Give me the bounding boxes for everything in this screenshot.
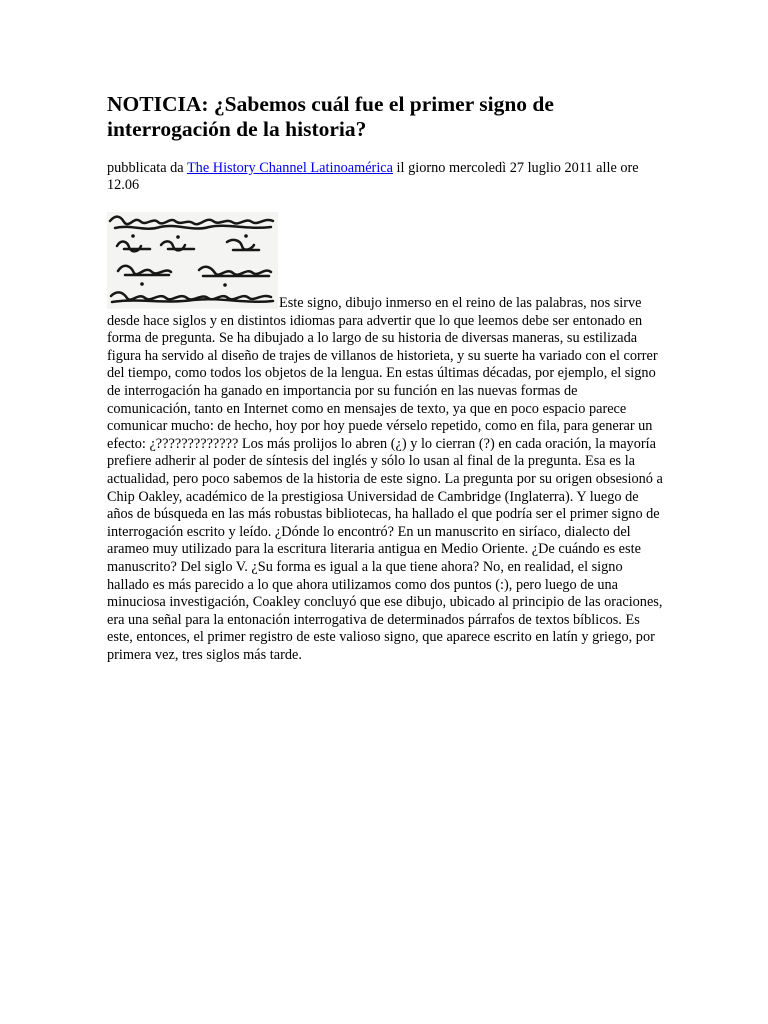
byline-date: il giorno mercoledì 27 luglio 2011 alle ore 12.06 [107,160,639,193]
source-link[interactable]: The History Channel Latinoamérica [186,160,393,176]
article-paragraph: Este signo, dibujo inmerso en el reino de las palabras, nos sirve desde hace siglos y en distintos idiomas para advertir que lo que leemos debe ser entonado en forma de pregunta. Se ha dibujado a lo largo de su historia de diversas maneras, su estilizada figura ha servido al diseño de trajes de villanos de historieta, y su suerte ha variado con el correr del tiempo, como todos los objetos de la lengua. En estas últimas décadas, por ejemplo, el signo de interrogación ha ganado en importancia por su función en las nuevas formas de comunicación, tanto en Internet como en mensajes de texto, ya que en poco espacio parece comunicar mucho: de hecho, hoy por hoy puede vérselo repetido, como en fila, para generar un efecto: ¿????????????? Los más prolijos lo abren (¿) y lo cierran (?) en cada oración, la mayoría prefiere adherir al poder de síntesis del inglés y sólo lo usan al final de la pregunta. Esa es la actualidad, pero poco sabemos de la historia de este signo. La pregunta por su origen obsesionó a Chip Oakley, académico de la prestigiosa Universidad de Cambridge (Inglaterra). Y luego de años de búsqueda en las más robustas bibliotecas, ha hallado el que podría ser el primer signo de interrogación escrito y leído. ¿Dónde lo encontró? En un manuscrito en siríaco, dialecto del arameo muy utilizado para la escritura literaria antigua en Medio Oriente. ¿De cuándo es este manuscrito? Del siglo V. ¿Su forma es igual a la que tiene ahora? No, en realidad, el signo hallado es más parecido a lo que ahora utilizamos como dos puntos (:), pero luego de una minuciosa investigación, Coakley concluyó que ese dibujo, ubicado al principio de las oraciones, era una señal para la entonación interrogativa de determinados párrafos de textos bíblicos. Es este, entonces, el primer registro de este valioso signo, que aparece escrito en latín y griego, por primera vez, tres siglos más tarde. [107,295,663,663]
article-byline [107,160,663,194]
byline-prefix: pubblicata da [107,160,187,176]
syriac-manuscript-image [107,212,278,309]
article-title: NOTICIA: ¿Sabemos cuál fue el primer signo de interrogación de la historia? [107,92,554,141]
article-body [107,212,663,664]
article-container [107,92,663,664]
